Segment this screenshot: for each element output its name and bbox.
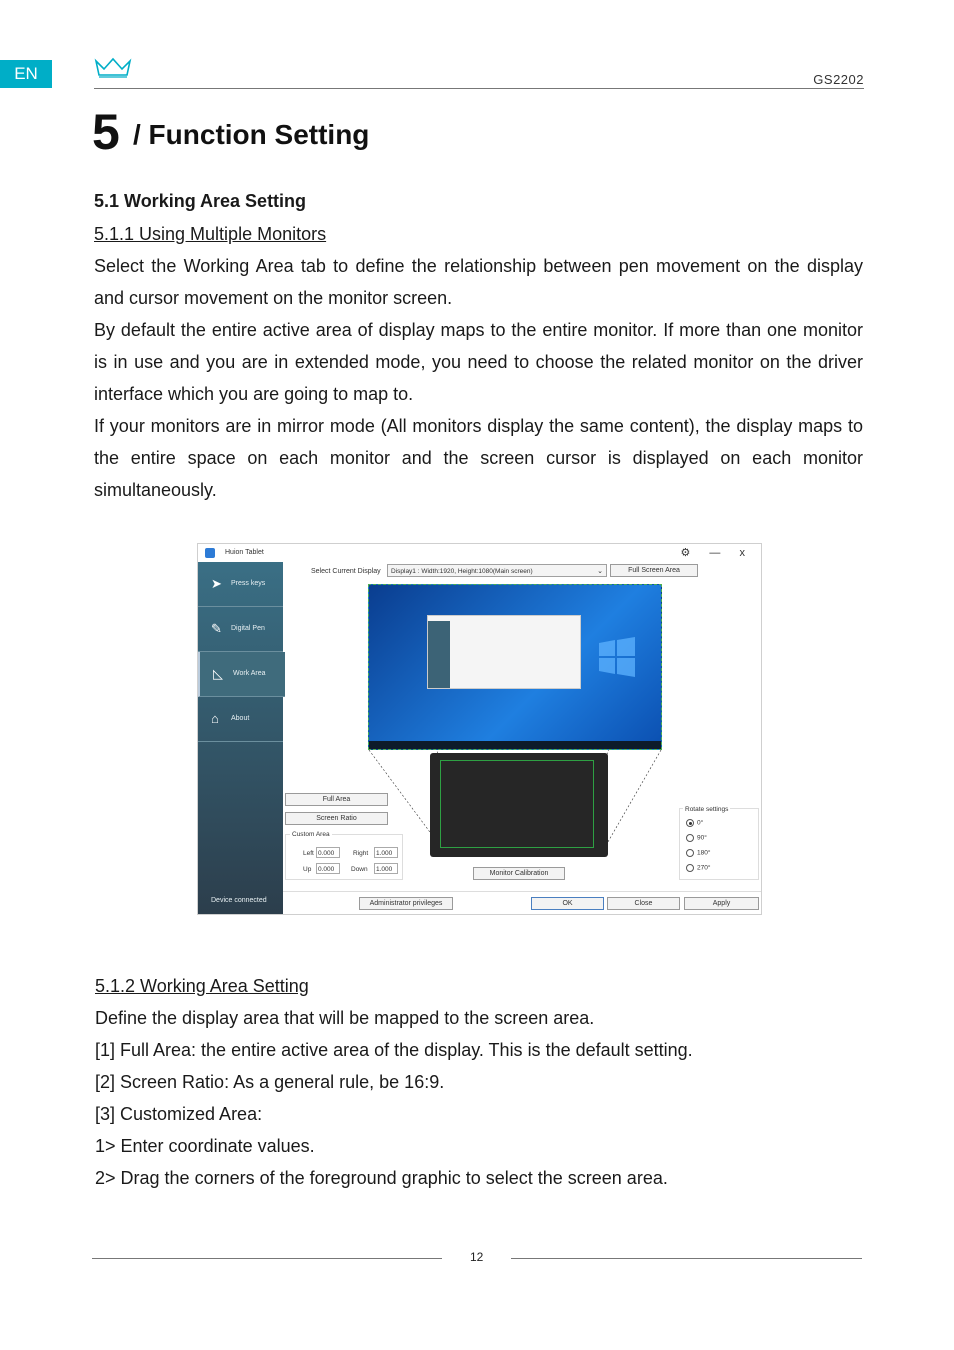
- sidebar-item-label: Digital Pen: [231, 625, 265, 632]
- triangle-ruler-icon: ◺: [213, 666, 223, 681]
- language-tab: EN: [0, 60, 52, 88]
- chevron-down-icon: ⌄: [597, 568, 603, 575]
- tablet-preview[interactable]: [430, 753, 608, 857]
- paragraph: By default the entire active area of display maps to the entire monitor. If more than one monitor is in use and you are in extended mode, you need to choose the related monitor on the driver interface which you are going to map to.: [94, 320, 863, 404]
- sidebar-item-label: About: [231, 715, 250, 722]
- radio-selected-icon: [686, 819, 694, 827]
- radio-icon: [686, 849, 694, 857]
- taskbar: [369, 741, 661, 749]
- up-label: Up: [303, 866, 312, 873]
- huion-logo-icon: [94, 57, 132, 85]
- rotate-option-label: 180°: [697, 849, 711, 857]
- right-label: Right: [353, 850, 369, 857]
- close-button[interactable]: Close: [607, 897, 680, 910]
- subsection-2: [95, 970, 864, 1194]
- windows-logo-icon: [597, 637, 637, 677]
- bottom-bar: [283, 891, 761, 915]
- radio-icon: [686, 864, 694, 872]
- rotate-settings-group: [679, 808, 759, 880]
- app-title: Huion Tablet: [225, 549, 264, 556]
- rotate-option-label: 90°: [697, 834, 707, 842]
- radio-icon: [686, 834, 694, 842]
- full-area-button[interactable]: Full Area: [285, 793, 388, 806]
- footer-rule-left: [92, 1258, 442, 1259]
- model-name: GS2202: [813, 72, 864, 87]
- chapter-title: / Function Setting: [133, 119, 370, 150]
- left-label: Left: [303, 850, 314, 857]
- list-item: [3] Customized Area:: [95, 1104, 263, 1124]
- subsection-1: [94, 220, 863, 506]
- send-icon: ➤: [211, 576, 222, 591]
- subsection-1-heading: 5.1.1 Using Multiple Monitors: [94, 224, 327, 244]
- down-label: Down: [351, 866, 368, 873]
- tablet-active-area[interactable]: [440, 760, 594, 848]
- admin-privileges-button[interactable]: Administrator privileges: [359, 897, 453, 910]
- preview-window: [427, 615, 581, 689]
- list-item: 1> Enter coordinate values.: [95, 1136, 315, 1156]
- list-item: [1] Full Area: the entire active area of the display. This is the default setting.: [95, 1040, 693, 1060]
- list-item: 2> Drag the corners of the foreground graphic to select the screen area.: [95, 1168, 668, 1188]
- full-screen-area-button[interactable]: Full Screen Area: [610, 564, 698, 577]
- ok-button[interactable]: OK: [531, 897, 604, 910]
- select-display-label: Select Current Display: [311, 568, 381, 575]
- sidebar-item-label: Work Area: [233, 670, 266, 677]
- monitor-calibration-button[interactable]: Monitor Calibration: [473, 867, 565, 880]
- down-input[interactable]: 1.000: [374, 863, 398, 874]
- subsection-2-heading: 5.1.2 Working Area Setting: [95, 976, 309, 996]
- right-input[interactable]: 1.000: [374, 847, 398, 858]
- rotate-option-label: 270°: [697, 864, 711, 872]
- left-input[interactable]: 0.000: [316, 847, 340, 858]
- monitor-preview: [368, 584, 662, 750]
- rotate-option-label: 0°: [697, 819, 704, 827]
- section-heading: 5.1 Working Area Setting: [94, 191, 307, 211]
- chapter-number: 5: [92, 104, 120, 160]
- footer-rule-right: [511, 1258, 862, 1259]
- custom-area-group: [285, 831, 403, 880]
- window-controls[interactable]: ⚙ — x: [680, 547, 753, 559]
- paragraph: If your monitors are in mirror mode (All monitors display the same content), the display maps to the entire space on each monitor and the screen cursor is displayed on each monitor simultaneously.: [94, 416, 863, 500]
- device-status: Device connected: [211, 897, 267, 904]
- rotate-option-90[interactable]: [686, 834, 707, 842]
- home-icon: ⌂: [211, 711, 219, 726]
- list-item: Define the display area that will be mapped to the screen area.: [95, 1008, 595, 1028]
- display-select-value: Display1 : Width:1920, Height:1080(Main screen): [391, 568, 533, 575]
- rotate-option-270[interactable]: [686, 864, 710, 872]
- preview-sidebar: [428, 621, 450, 688]
- pen-icon: ✎: [211, 621, 222, 636]
- rotate-settings-title: Rotate settings: [685, 806, 729, 813]
- header-rule: [94, 88, 864, 89]
- driver-screenshot: [197, 543, 762, 915]
- apply-button[interactable]: Apply: [684, 897, 759, 910]
- screen-ratio-button[interactable]: Screen Ratio: [285, 812, 388, 825]
- up-input[interactable]: 0.000: [316, 863, 340, 874]
- sidebar-item-label: Press keys: [231, 580, 266, 587]
- rotate-option-180[interactable]: [686, 849, 710, 857]
- custom-area-title: Custom Area: [292, 831, 330, 838]
- list-item: [2] Screen Ratio: As a general rule, be 16:9.: [95, 1072, 445, 1092]
- page-number: 12: [470, 1250, 484, 1264]
- paragraph: Select the Working Area tab to define the relationship between pen movement on the display and cursor movement on the monitor screen.: [94, 256, 863, 308]
- rotate-option-0[interactable]: [686, 819, 703, 827]
